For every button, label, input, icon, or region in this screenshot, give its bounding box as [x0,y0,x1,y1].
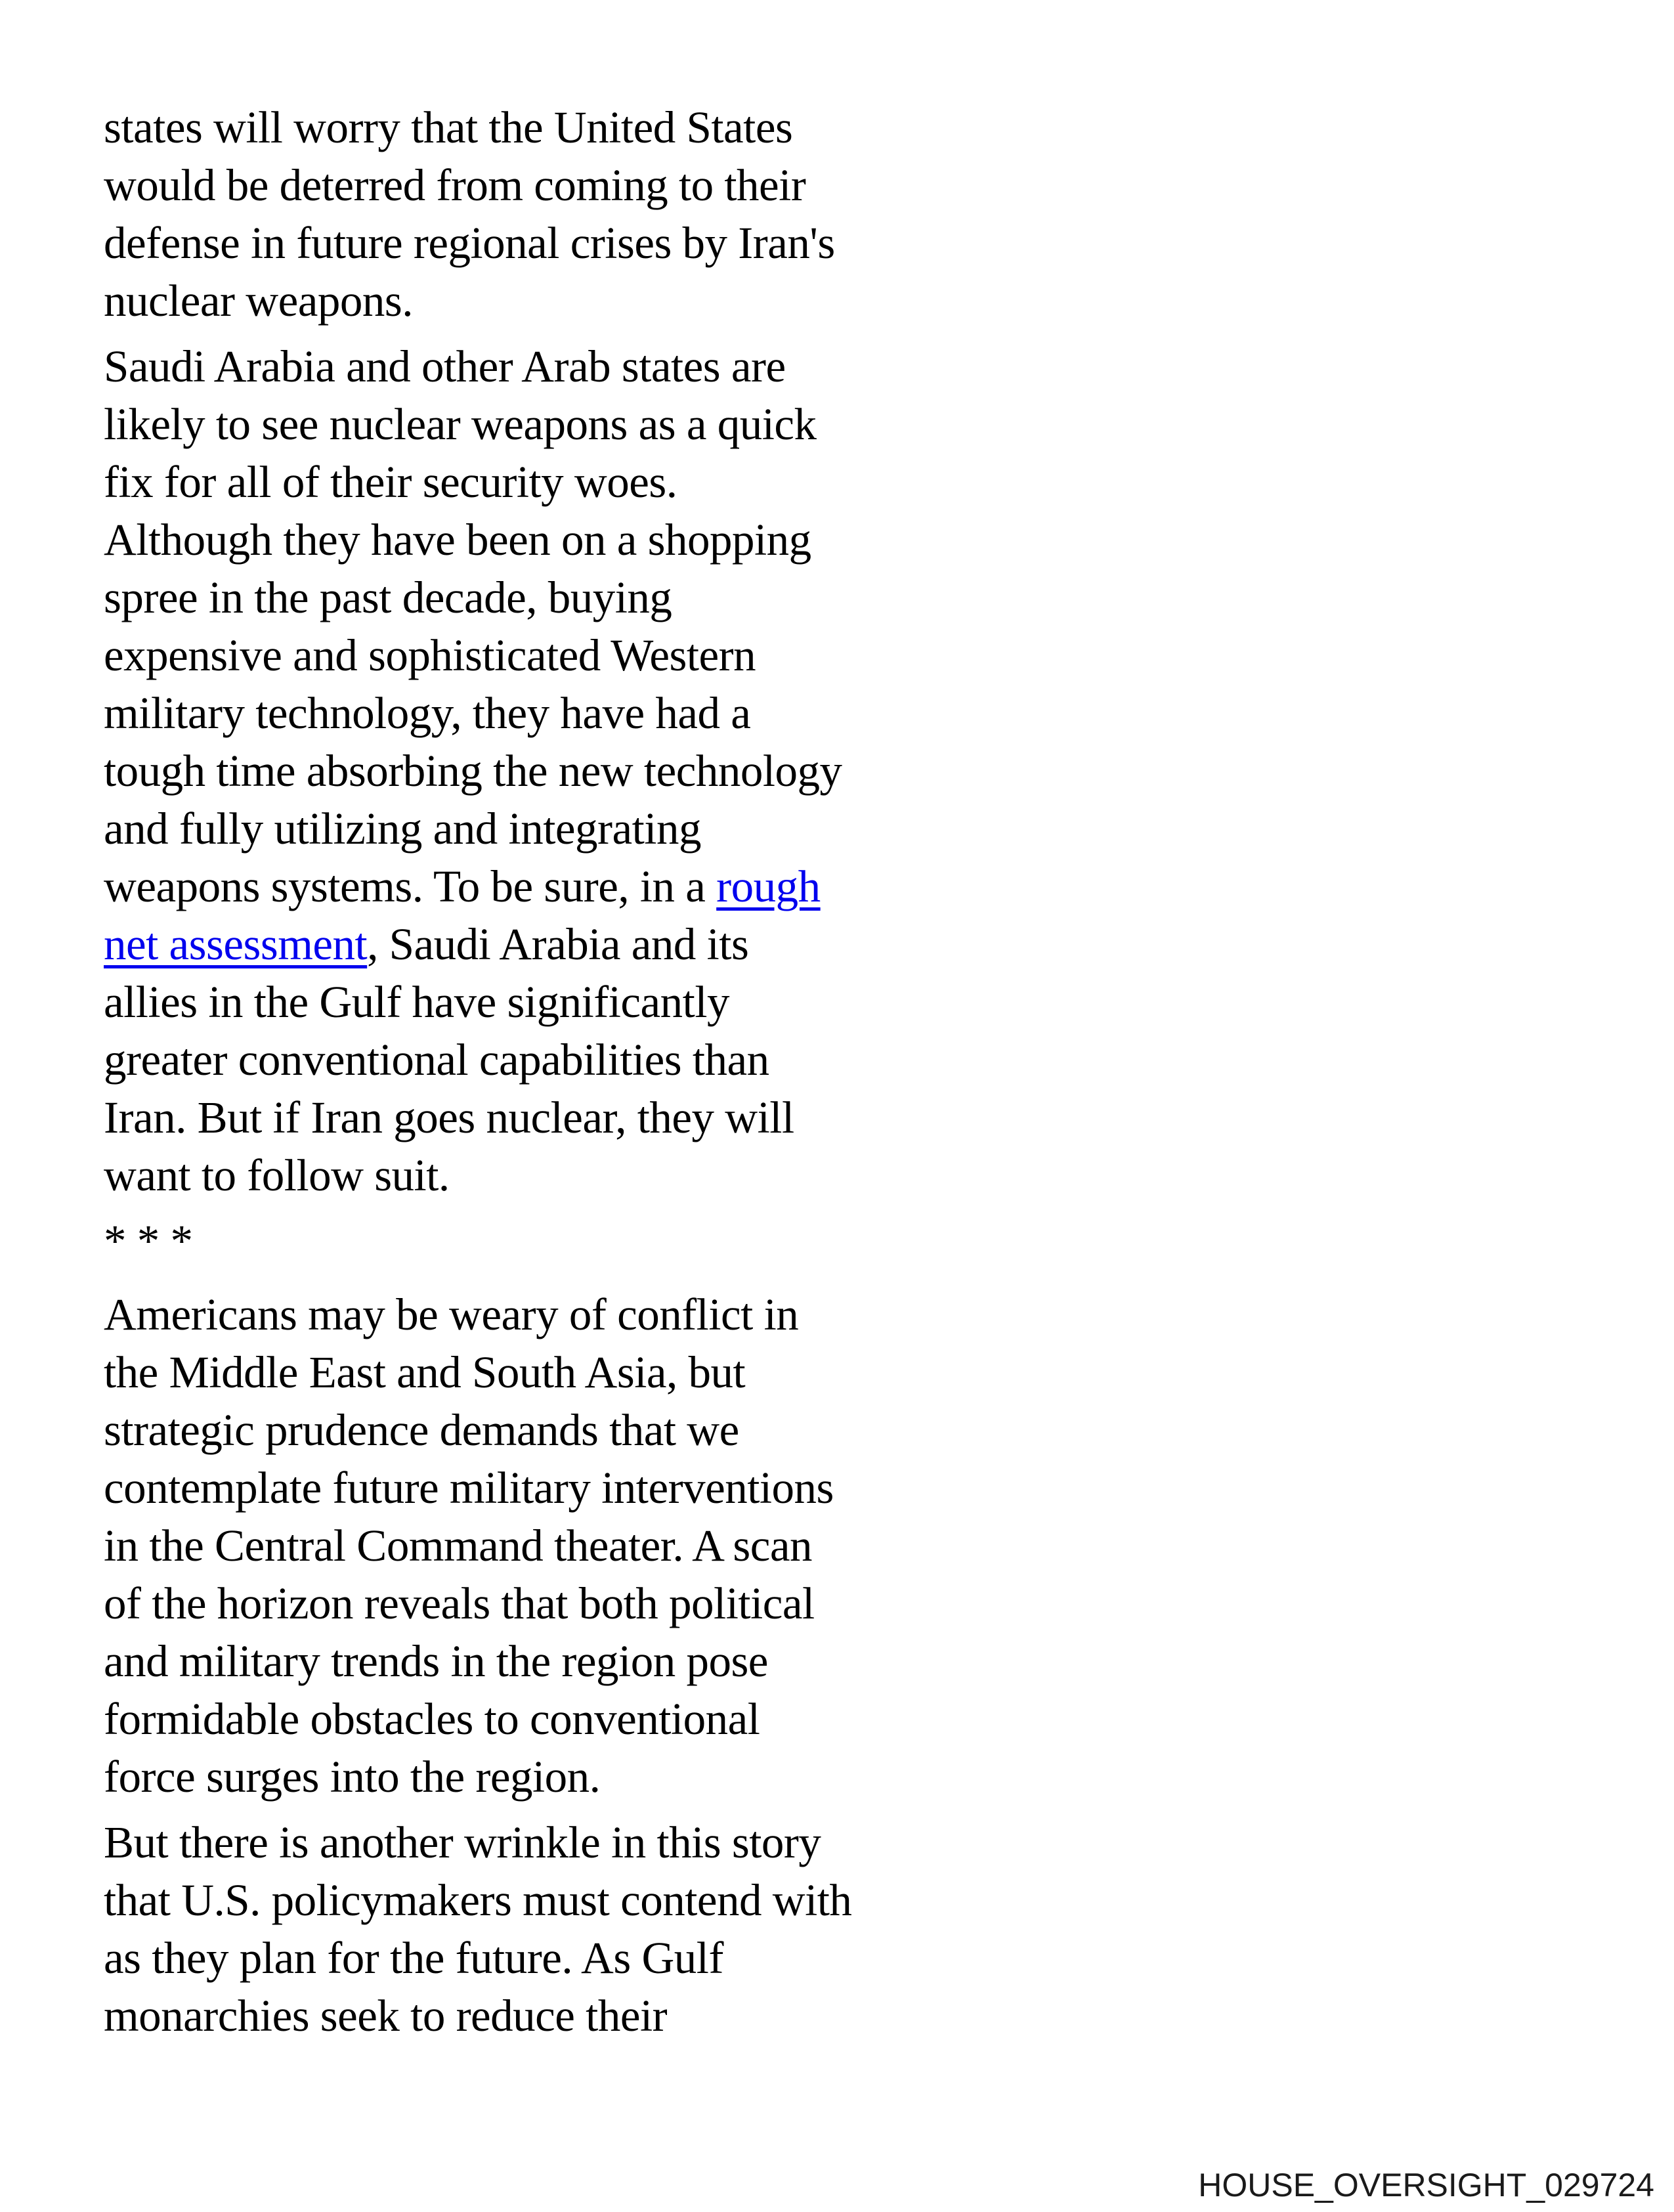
text-line: military technology, they have had a [104,688,751,738]
paragraph-4 [104,1813,997,2045]
link-line-pre-text: weapons systems. To be sure, in a [104,861,717,911]
text-line: defense in future regional crises by Iran's [104,218,835,268]
text-line: greater conventional capabilities than [104,1035,769,1085]
text-line: nuclear weapons. [104,276,413,326]
text-line: the Middle East and South Asia, but [104,1347,746,1397]
text-line: Although they have been on a shopping [104,515,811,565]
text-line [104,915,997,973]
bates-number: HOUSE_OVERSIGHT_029724 [1198,2167,1654,2203]
text-line: of the horizon reveals that both political [104,1578,815,1628]
text-line: as they plan for the future. As Gulf [104,1933,723,1983]
text-line: and fully utilizing and integrating [104,804,701,854]
text-line: tough time absorbing the new technology [104,746,842,796]
link-line-post-text: , Saudi Arabia and its [367,919,749,969]
paragraph-2 [104,337,997,1204]
paragraph-1 [104,98,997,330]
text-line: force surges into the region. [104,1752,601,1802]
text-line: in the Central Command theater. A scan [104,1521,813,1571]
text-line [104,857,997,915]
asterisk-separator: * * * [104,1216,193,1266]
text-line: and military trends in the region pose [104,1636,768,1686]
text-line: allies in the Gulf have significantly [104,977,729,1027]
text-line: Americans may be weary of conflict in [104,1290,799,1339]
text-line: spree in the past decade, buying [104,573,672,622]
text-line: contemplate future military interventions [104,1463,834,1513]
text-line: Iran. But if Iran goes nuclear, they will [104,1093,794,1142]
text-line: formidable obstacles to conventional [104,1694,760,1744]
text-line: Saudi Arabia and other Arab states are [104,341,786,391]
text-line: fix for all of their security woes. [104,457,677,507]
text-line: want to follow suit. [104,1150,450,1200]
text-line: would be deterred from coming to their [104,160,806,210]
article-text-column [104,98,997,2052]
text-line: that U.S. policymakers must contend with [104,1875,852,1925]
section-separator [104,1212,997,1270]
rough-net-assessment-link[interactable]: rough [716,861,821,911]
text-line: expensive and sophisticated Western [104,630,756,680]
text-line: likely to see nuclear weapons as a quick [104,399,817,449]
text-line: strategic prudence demands that we [104,1405,739,1455]
text-line: But there is another wrinkle in this story [104,1817,821,1867]
text-line: states will worry that the United States [104,102,793,152]
text-line: monarchies seek to reduce their [104,1991,668,2041]
rough-net-assessment-link[interactable]: net assessment [104,919,368,969]
paragraph-3 [104,1286,997,1806]
